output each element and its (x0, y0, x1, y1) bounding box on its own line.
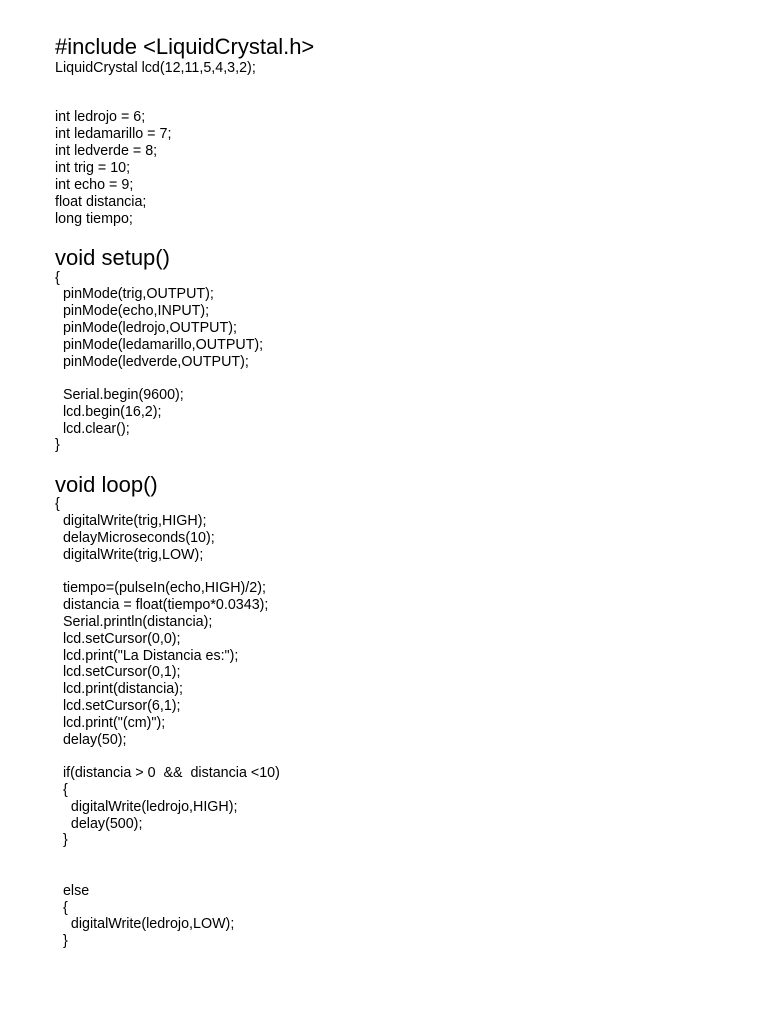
setup-line: pinMode(echo,INPUT); (55, 303, 210, 319)
decl-line: int ledrojo = 6; (55, 109, 146, 125)
setup-line: lcd.begin(16,2); (55, 404, 162, 420)
loop-heading: void loop() (55, 472, 158, 497)
loop-line: lcd.print("(cm)"); (55, 715, 166, 731)
loop-line: digitalWrite(ledrojo,HIGH); (55, 799, 238, 815)
setup-line: pinMode(trig,OUTPUT); (55, 286, 214, 302)
lcd-declaration: LiquidCrystal lcd(12,11,5,4,3,2); (55, 60, 256, 76)
setup-line: } (55, 437, 60, 453)
setup-line: pinMode(ledamarillo,OUTPUT); (55, 337, 264, 353)
setup-line: pinMode(ledverde,OUTPUT); (55, 354, 249, 370)
loop-line: delay(50); (55, 732, 127, 748)
decl-line: long tiempo; (55, 211, 133, 227)
loop-line: tiempo=(pulseIn(echo,HIGH)/2); (55, 580, 266, 596)
loop-line: lcd.print("La Distancia es:"); (55, 648, 239, 664)
loop-line: { (55, 900, 68, 916)
loop-line: lcd.setCursor(0,0); (55, 631, 181, 647)
loop-line: else (55, 883, 90, 899)
decl-line: float distancia; (55, 194, 147, 210)
loop-line: lcd.setCursor(0,1); (55, 664, 181, 680)
decl-line: int trig = 10; (55, 160, 131, 176)
setup-line: { (55, 270, 60, 286)
loop-line: } (55, 832, 68, 848)
loop-line: lcd.setCursor(6,1); (55, 698, 181, 714)
loop-line: { (55, 782, 68, 798)
decl-line: int ledverde = 8; (55, 143, 158, 159)
loop-line: { (55, 496, 60, 512)
loop-line: delayMicroseconds(10); (55, 530, 215, 546)
loop-line: delay(500); (55, 816, 143, 832)
loop-line: digitalWrite(trig,LOW); (55, 547, 204, 563)
loop-line: Serial.println(distancia); (55, 614, 213, 630)
decl-line: int echo = 9; (55, 177, 134, 193)
setup-line: lcd.clear(); (55, 421, 130, 437)
setup-line: pinMode(ledrojo,OUTPUT); (55, 320, 237, 336)
loop-line: if(distancia > 0 && distancia <10) (55, 765, 280, 781)
loop-line: digitalWrite(ledrojo,LOW); (55, 916, 235, 932)
loop-line: lcd.print(distancia); (55, 681, 183, 697)
loop-line: distancia = float(tiempo*0.0343); (55, 597, 269, 613)
loop-line: digitalWrite(trig,HIGH); (55, 513, 207, 529)
decl-line: int ledamarillo = 7; (55, 126, 172, 142)
loop-line: } (55, 933, 68, 949)
setup-line: Serial.begin(9600); (55, 387, 184, 403)
setup-heading: void setup() (55, 245, 170, 270)
include-directive: #include <LiquidCrystal.h> (55, 34, 315, 59)
